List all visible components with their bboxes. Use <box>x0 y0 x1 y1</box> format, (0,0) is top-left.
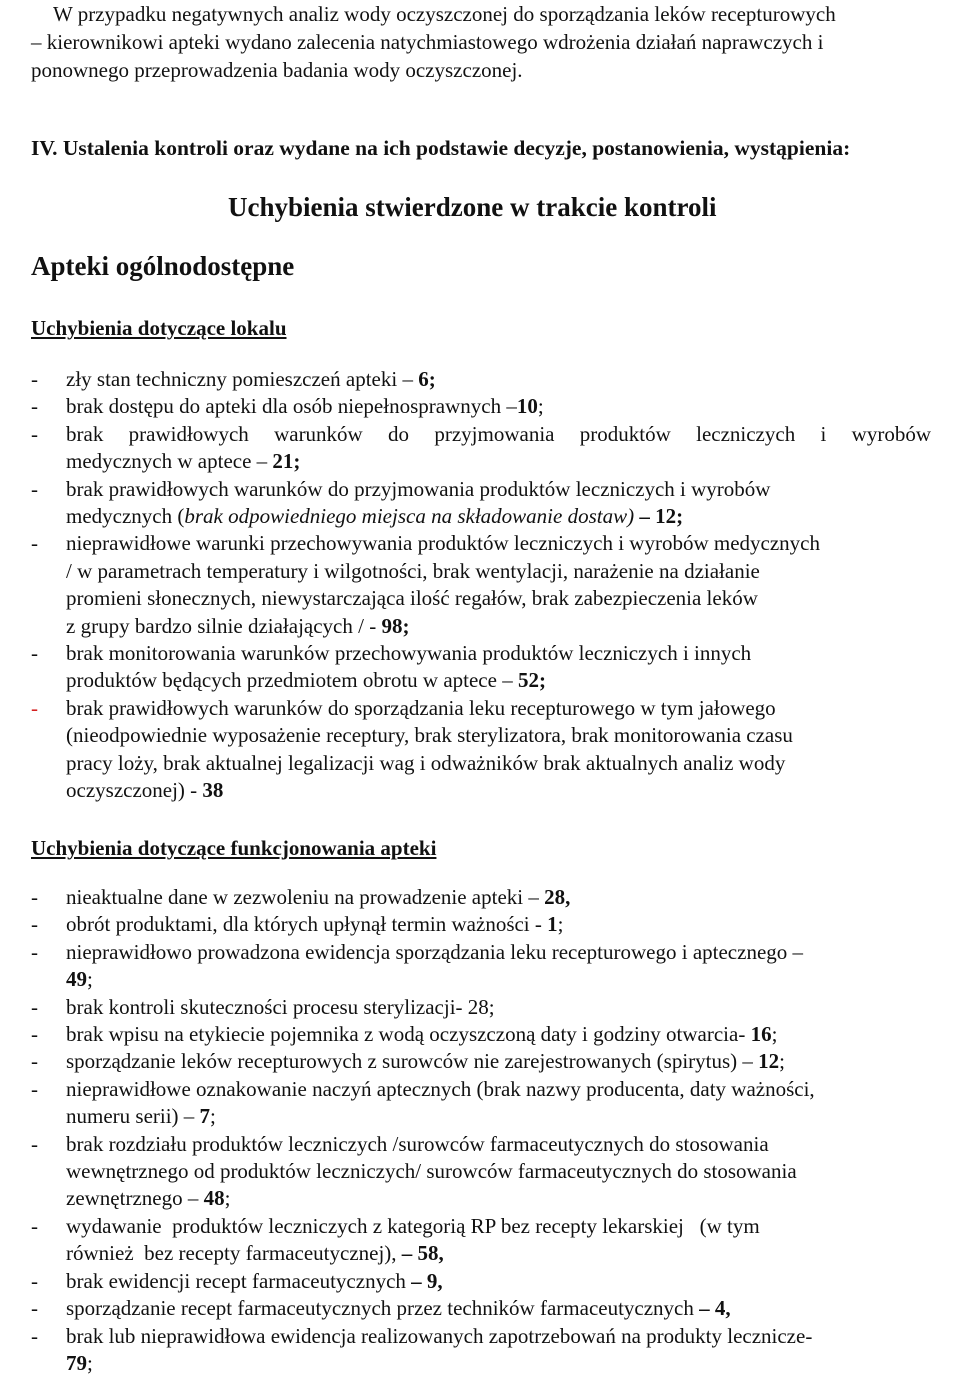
intro-line-1: W przypadku negatywnych analiz wody oczyszczonej do sporządzania leków recepturowych <box>53 2 836 26</box>
list-dash: - <box>31 1268 38 1293</box>
count: 9, <box>426 1268 443 1293</box>
list-item: - brak rozdziału produktów leczniczych /surowców farmaceutycznych do stosowania wewnętrznego od produktów leczniczych/ surowców farmaceutycznych do stosowania zewnętrznego – 48; <box>31 1131 797 1211</box>
list-dash: - <box>31 421 38 446</box>
list-item: - wydawanie produktów leczniczych z kategorią RP bez recepty lekarskiej (w tym również bez recepty farmaceutycznej), – 58, <box>31 1213 760 1266</box>
list-item: - brak prawidłowych warunków do przyjmowania produktów leczniczych i wyrobów medycznych w aptece – 21; <box>31 421 931 474</box>
count: 6; <box>418 367 436 391</box>
count: 1 <box>547 912 558 937</box>
count: 52; <box>517 668 546 693</box>
count: 12 <box>758 1049 780 1074</box>
count: 12; <box>655 504 684 529</box>
count: 98; <box>381 613 410 638</box>
count: 21; <box>272 449 301 474</box>
list-dash: - <box>31 1022 38 1047</box>
count: 49 <box>66 967 87 992</box>
list-dash: - <box>31 912 38 937</box>
count: 79 <box>66 1350 87 1375</box>
list-item: - brak prawidłowych warunków do sporządzania leku recepturowego w tym jałowego (nieodpowiednie wyposażenie receptury, brak sterylizatora, brak monitorowania czasu pracy loży, brak aktualnej legalizacji wag i odważników brak aktualnych analiz wody oczyszczonej) - 38 <box>31 695 793 803</box>
list-dash: - <box>31 394 38 419</box>
count: 48 <box>203 1186 225 1211</box>
list-dash: - <box>31 367 38 391</box>
list-dash: - <box>31 1049 38 1074</box>
list-item: - brak kontroli skuteczności procesu sterylizacji- 28; <box>31 994 931 1021</box>
list-item: - brak dostępu do apteki dla osób niepełnosprawnych –10; <box>31 393 931 420</box>
list-dash: - <box>31 939 38 964</box>
list-dash: - <box>31 476 38 501</box>
operations-findings-list <box>31 884 931 1377</box>
list-dash: - <box>31 641 38 666</box>
list-item: - brak monitorowania warunków przechowywania produktów leczniczych i innych produktów będących przedmiotem obrotu w aptece – 52; <box>31 641 752 693</box>
list-item: - nieaktualne dane w zezwoleniu na prowadzenie apteki – 28, <box>31 884 931 911</box>
list-item: - obrót produktami, dla których upłynął termin ważności - 1; <box>31 911 931 938</box>
intro-line-3: ponownego przeprowadzenia badania wody oczyszczonej. <box>31 58 523 82</box>
intro-line-2: – kierownikowi apteki wydano zalecenia natychmiastowego wdrożenia działań naprawczych i <box>31 30 824 54</box>
list-dash: - <box>31 885 38 909</box>
list-item: - sporządzanie recept farmaceutycznych przez techników farmaceutycznych – 4, <box>31 1295 931 1322</box>
list-dash: - <box>31 1076 38 1101</box>
list-item: - brak wpisu na etykiecie pojemnika z wodą oczyszczoną daty i godziny otwarcia- 16; <box>31 1021 931 1048</box>
count: 38 <box>202 778 224 803</box>
list-dash: - <box>31 1323 38 1348</box>
list-item: - nieprawidłowe oznakowanie naczyń aptecznych (brak nazwy producenta, daty ważności, numeru serii) – 7; <box>31 1076 815 1129</box>
list-item: - nieprawidłowe warunki przechowywania produktów leczniczych i wyrobów medycznych / w parametrach temperatury i wilgotności, brak wentylacji, narażenie na działanie promieni słonecznych, niewystarczająca ilość regałów, brak zabezpieczenia leków z grupy bardzo silnie działających / - 98; <box>31 531 820 638</box>
section-heading: IV. Ustalenia kontroli oraz wydane na ich podstawie decyzje, postanowienia, wystąpienia: <box>31 136 851 160</box>
list-item: - brak lub nieprawidłowa ewidencja realizowanych zapotrzebowań na produkty lecznicze- 79; <box>31 1323 813 1375</box>
list-item: - brak ewidencji recept farmaceutycznych – 9, <box>31 1268 931 1295</box>
list-dash: - <box>31 531 38 556</box>
list-dash: - <box>31 695 38 720</box>
list-dash: - <box>31 1213 38 1238</box>
count: 58, <box>417 1241 444 1266</box>
premises-findings-list <box>31 366 931 805</box>
list-dash: - <box>31 1131 38 1156</box>
list-dash: - <box>31 1296 38 1321</box>
count: 7 <box>199 1104 211 1129</box>
list-item: - brak prawidłowych warunków do przyjmowania produktów leczniczych i wyrobów medycznych (brak odpowiedniego miejsca na składowanie dostaw) – 12; <box>31 476 771 529</box>
list-item: - nieprawidłowo prowadzona ewidencja sporządzania leku recepturowego i aptecznego – 49; <box>31 939 804 992</box>
count: 10 <box>516 394 538 419</box>
list-item: - zły stan techniczny pomieszczeń apteki – 6; <box>31 366 931 393</box>
count: 28, <box>544 885 571 909</box>
count: 4, <box>714 1296 731 1321</box>
subsection-heading-operations: Uchybienia dotyczące funkcjonowania apteki <box>31 836 437 860</box>
count: 16 <box>750 1022 772 1047</box>
center-heading: Uchybienia stwierdzone w trakcie kontroli <box>228 192 717 222</box>
category-heading: Apteki ogólnodostępne <box>31 251 295 281</box>
intro-paragraph <box>31 0 960 84</box>
subsection-heading-premises: Uchybienia dotyczące lokalu <box>31 316 287 340</box>
list-dash: - <box>31 994 38 1019</box>
list-item: - sporządzanie leków recepturowych z surowców nie zarejestrowanych (spirytus) – 12; <box>31 1048 931 1075</box>
